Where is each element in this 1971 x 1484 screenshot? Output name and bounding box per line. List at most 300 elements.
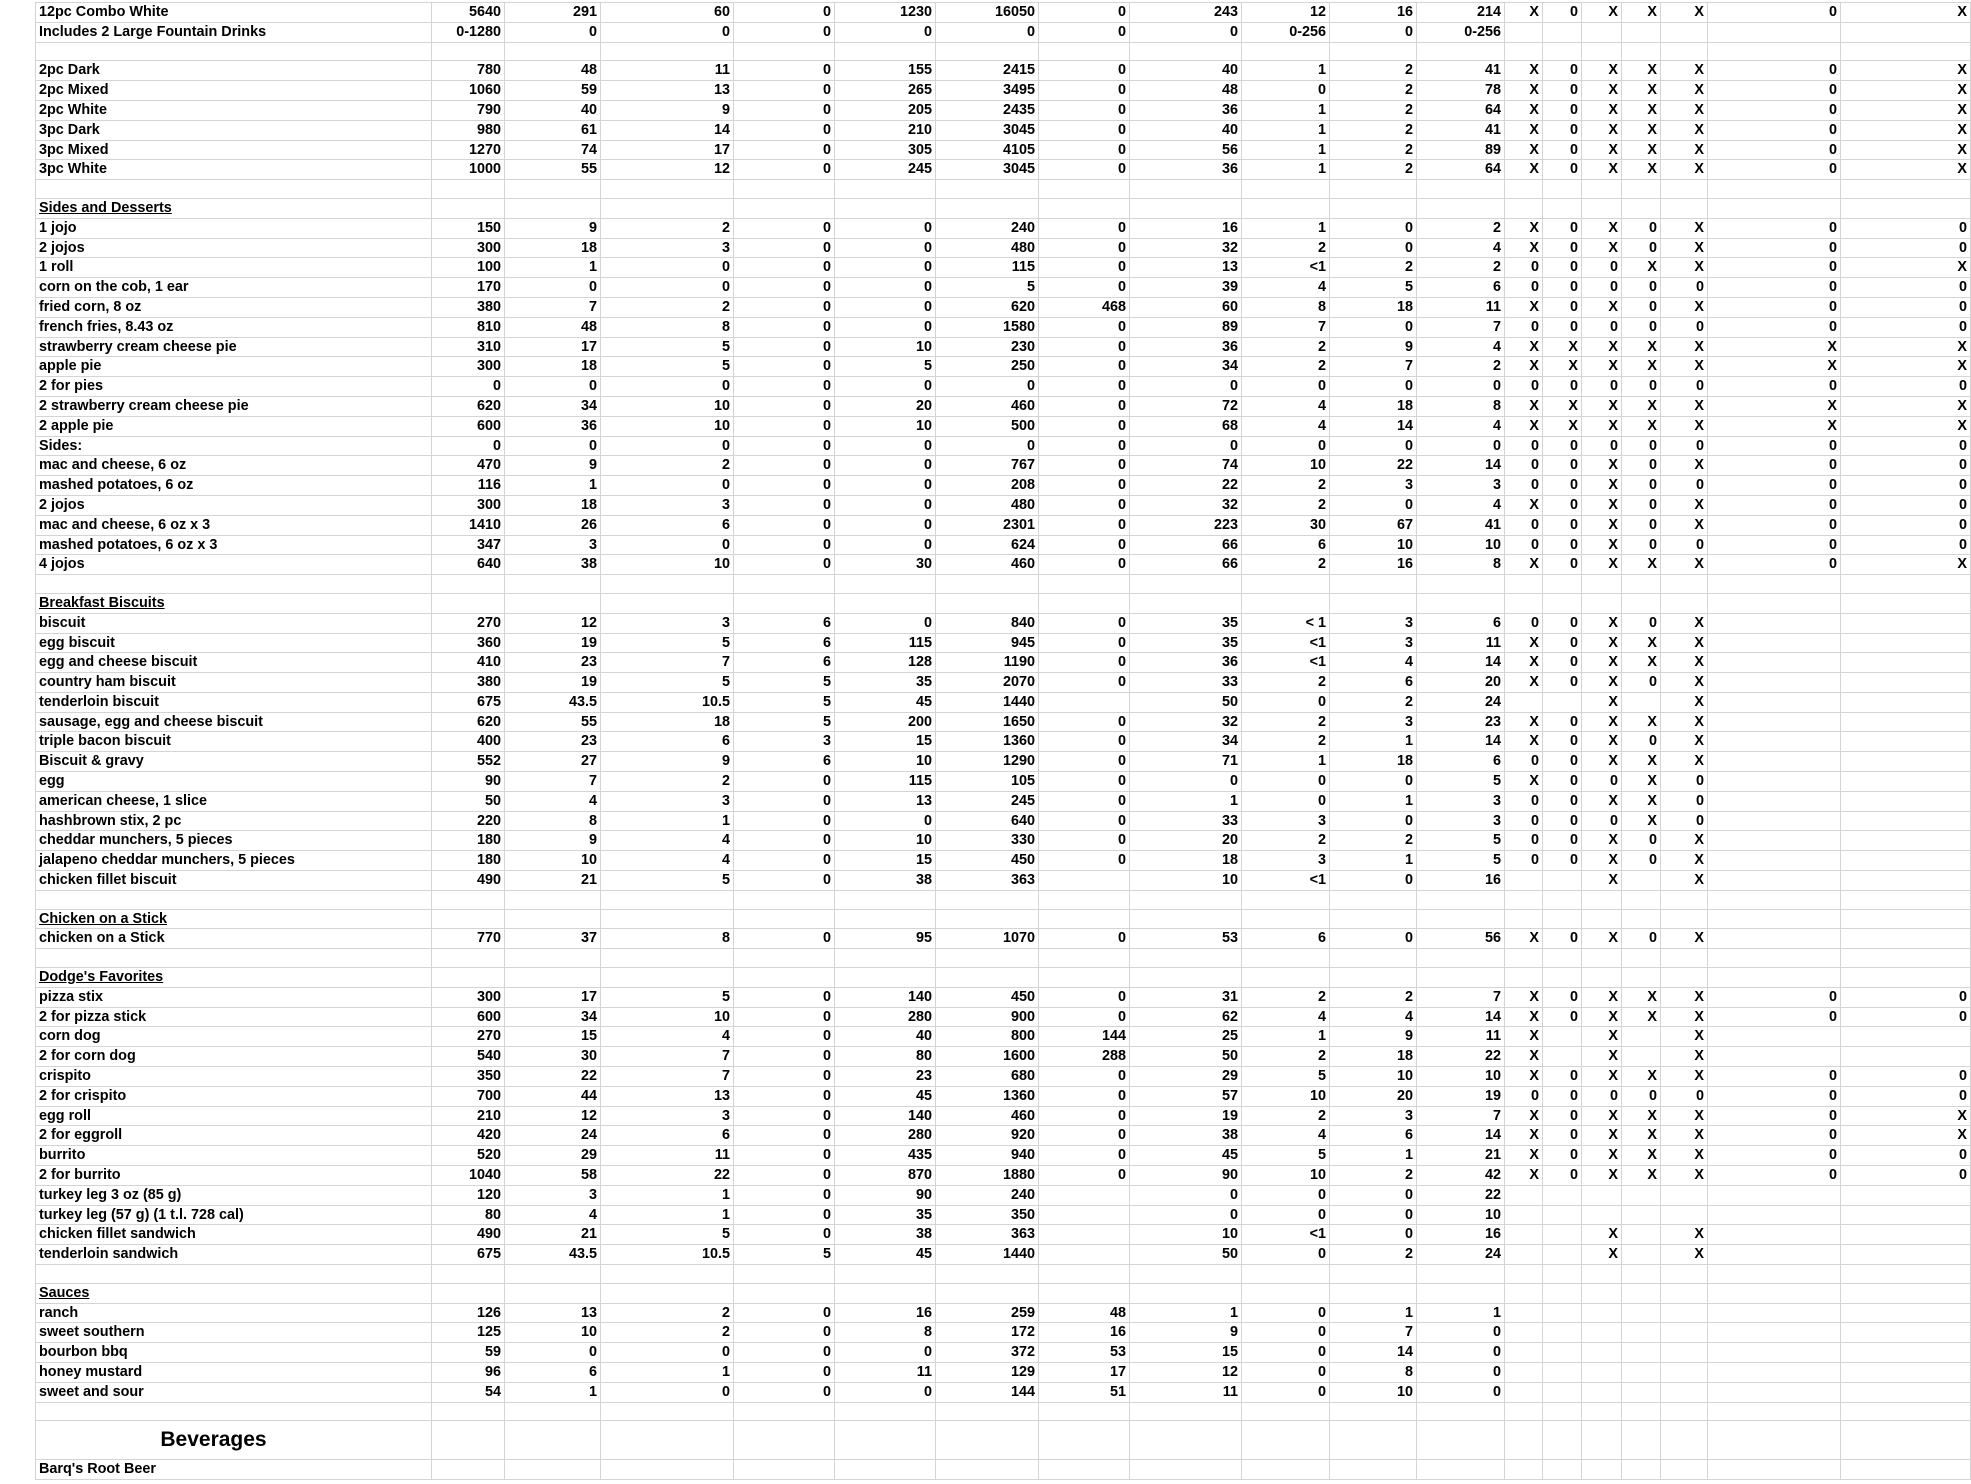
nutrient-value-cell: 0 [734,1027,835,1047]
allergen-flag-cell: 0 [1622,515,1661,535]
nutrient-value-cell: 18 [1330,1047,1417,1067]
allergen-flag-cell [1841,909,1971,929]
allergen-flag-cell [1708,791,1841,811]
nutrient-value-cell [936,1460,1039,1480]
nutrient-value-cell: 43.5 [505,692,601,712]
nutrient-value-cell [1417,198,1505,218]
allergen-flag-cell: 0 [1841,456,1971,476]
allergen-flag-cell [1582,198,1622,218]
nutrient-value-cell: 1 [505,258,601,278]
nutrient-value-cell: 640 [936,811,1039,831]
nutrient-value-cell: 0 [1039,515,1130,535]
nutrient-value-cell: 125 [432,1323,505,1343]
nutrient-value-cell: 1060 [432,81,505,101]
allergen-flag-cell [1841,633,1971,653]
nutrient-value-cell: 3045 [936,120,1039,140]
nutrient-value-cell: 2 [1417,218,1505,238]
allergen-flag-cell: X [1661,218,1708,238]
nutrient-value-cell: 10 [1130,1225,1242,1245]
nutrient-value-cell [1039,890,1130,909]
nutrient-value-cell: 3045 [936,160,1039,180]
allergen-flag-cell: 0 [1622,495,1661,515]
nutrient-value-cell: 600 [432,416,505,436]
allergen-flag-cell [1622,22,1661,42]
allergen-flag-cell: X [1582,476,1622,496]
nutrient-value-cell: 11 [835,1362,936,1382]
item-name-cell: chicken fillet sandwich [36,1225,432,1245]
nutrient-value-cell [1330,180,1417,199]
item-name-cell: mac and cheese, 6 oz [36,456,432,476]
section-header-row [36,1283,1971,1303]
nutrient-value-cell: 59 [505,81,601,101]
nutrient-value-cell: 35 [835,1205,936,1225]
nutrient-value-cell: 1 [1417,1303,1505,1323]
allergen-flag-cell [1708,22,1841,42]
nutrient-value-cell: 940 [936,1146,1039,1166]
nutrient-value-cell [1330,1402,1417,1421]
allergen-flag-cell: 0 [1505,456,1543,476]
nutrient-value-cell: 0 [734,495,835,515]
nutrient-value-cell: 15 [835,732,936,752]
nutrient-value-cell: 920 [936,1126,1039,1146]
nutrient-value-cell: 13 [1130,258,1242,278]
allergen-flag-cell: X [1582,1225,1622,1245]
nutrient-value-cell [601,968,734,988]
nutrient-value-cell: 0 [505,22,601,42]
nutrient-value-cell [936,949,1039,968]
nutrient-value-cell: 900 [936,1007,1039,1027]
item-name-cell: burrito [36,1146,432,1166]
allergen-flag-cell [1505,1225,1543,1245]
allergen-flag-cell: 0 [1505,377,1543,397]
nutrient-value-cell: 27 [505,752,601,772]
nutrient-value-cell [1130,909,1242,929]
allergen-flag-cell: X [1582,791,1622,811]
nutrient-value-cell: 810 [432,317,505,337]
nutrient-value-cell: 8 [1242,297,1330,317]
nutrient-value-cell: 4 [1417,416,1505,436]
nutrient-value-cell: 9 [1130,1323,1242,1343]
nutrient-value-cell: 53 [1039,1343,1130,1363]
nutrient-value-cell: 8 [1330,1362,1417,1382]
allergen-flag-cell: X [1661,613,1708,633]
allergen-flag-cell [1841,712,1971,732]
allergen-flag-cell: X [1505,555,1543,575]
nutrient-value-cell: 140 [835,1106,936,1126]
nutrient-value-cell: 291 [505,3,601,23]
allergen-flag-cell: 0 [1582,811,1622,831]
nutrient-value-cell: 115 [835,772,936,792]
nutrient-value-cell: 0 [734,61,835,81]
allergen-flag-cell [1841,1027,1971,1047]
nutrient-value-cell: 0 [505,436,601,456]
table-row [36,555,1971,575]
nutrient-value-cell: 0 [835,297,936,317]
nutrient-value-cell: 41 [1417,515,1505,535]
nutrient-value-cell [936,575,1039,594]
allergen-flag-cell: X [1543,416,1582,436]
allergen-flag-cell [1841,1323,1971,1343]
nutrient-value-cell: 0 [734,871,835,891]
table-row [36,357,1971,377]
nutrient-value-cell [505,1265,601,1284]
table-row [36,278,1971,298]
allergen-flag-cell: X [1622,1146,1661,1166]
allergen-flag-cell: X [1622,396,1661,416]
table-row [36,238,1971,258]
allergen-flag-cell [1841,1265,1971,1284]
nutrient-value-cell [1130,949,1242,968]
nutrient-value-cell: 0 [1130,436,1242,456]
allergen-flag-cell [1505,968,1543,988]
item-name-cell: sausage, egg and cheese biscuit [36,712,432,732]
table-row [36,871,1971,891]
allergen-flag-cell [1505,1205,1543,1225]
nutrient-value-cell: 0 [601,1343,734,1363]
item-name-cell: pizza stix [36,987,432,1007]
nutrient-value-cell: 400 [432,732,505,752]
nutrient-value-cell: 3 [1417,811,1505,831]
item-name-cell: mashed potatoes, 6 oz x 3 [36,535,432,555]
nutrient-value-cell: 0 [1039,22,1130,42]
table-row [36,1007,1971,1027]
nutrient-value-cell: 1 [1130,791,1242,811]
nutrient-value-cell [1039,909,1130,929]
nutrient-value-cell [1330,968,1417,988]
nutrient-value-cell [835,1460,936,1480]
nutrient-value-cell: 240 [936,218,1039,238]
table-row [36,851,1971,871]
nutrient-value-cell: 13 [601,1086,734,1106]
item-name-cell: egg and cheese biscuit [36,653,432,673]
nutrient-value-cell: 0 [1242,1323,1330,1343]
item-name-cell: 2 jojos [36,238,432,258]
nutrient-value-cell: 2 [1330,987,1417,1007]
allergen-flag-cell [1841,575,1971,594]
allergen-flag-cell: 0 [1708,3,1841,23]
allergen-flag-cell [1841,1303,1971,1323]
allergen-flag-cell [1841,772,1971,792]
nutrient-value-cell: 0 [734,1382,835,1402]
nutrient-value-cell: 3 [1330,1106,1417,1126]
item-name-cell: cheddar munchers, 5 pieces [36,831,432,851]
nutrient-value-cell: 18 [505,495,601,515]
nutrient-value-cell: 1270 [432,140,505,160]
allergen-flag-cell [1708,593,1841,613]
nutrient-value-cell [601,1283,734,1303]
allergen-flag-cell [1708,1225,1841,1245]
item-name-cell: honey mustard [36,1362,432,1382]
nutrient-value-cell: 0 [432,377,505,397]
nutrient-value-cell: 2 [1330,258,1417,278]
nutrient-value-cell [601,1421,734,1460]
nutrient-value-cell: 96 [432,1362,505,1382]
allergen-flag-cell [1841,1402,1971,1421]
section-title [36,890,432,909]
nutrient-value-cell: 0 [835,811,936,831]
allergen-flag-cell [1622,180,1661,199]
nutrient-value-cell: 1 [505,1382,601,1402]
nutrient-value-cell: 450 [936,987,1039,1007]
allergen-flag-cell: X [1582,653,1622,673]
allergen-flag-cell [1841,1343,1971,1363]
nutrient-value-cell: 180 [432,851,505,871]
allergen-flag-cell [1841,811,1971,831]
allergen-flag-cell: 0 [1582,772,1622,792]
allergen-flag-cell: X [1661,297,1708,317]
item-name-cell: chicken on a Stick [36,929,432,949]
nutrient-value-cell: 0 [1130,1205,1242,1225]
nutrient-value-cell: 0 [734,377,835,397]
nutrient-value-cell: 0 [505,377,601,397]
nutrient-value-cell: 0 [1039,851,1130,871]
allergen-flag-cell: 0 [1582,258,1622,278]
allergen-flag-cell [1661,1185,1708,1205]
allergen-flag-cell: 0 [1708,1106,1841,1126]
nutrient-value-cell [1130,593,1242,613]
nutrient-value-cell [1130,890,1242,909]
item-name-cell: egg [36,772,432,792]
nutrient-value-cell: 2 [1330,81,1417,101]
spacer-row [36,949,1971,968]
allergen-flag-cell: 0 [1505,436,1543,456]
allergen-flag-cell: X [1661,692,1708,712]
allergen-flag-cell [1543,575,1582,594]
allergen-flag-cell: 0 [1543,732,1582,752]
nutrient-value-cell: 0 [835,22,936,42]
allergen-flag-cell [1622,1245,1661,1265]
nutrient-value-cell: 770 [432,929,505,949]
nutrient-value-cell: 0 [1330,317,1417,337]
table-row [36,535,1971,555]
allergen-flag-cell: X [1505,396,1543,416]
nutrient-value-cell: 0 [1130,22,1242,42]
nutrient-value-cell [1130,180,1242,199]
nutrient-value-cell: 18 [1330,752,1417,772]
allergen-flag-cell [1582,1343,1622,1363]
nutrient-value-cell: 300 [432,495,505,515]
nutrient-value-cell: 0 [1039,1166,1130,1186]
nutrient-value-cell [936,42,1039,61]
allergen-flag-cell [1543,949,1582,968]
nutrient-value-cell: 0 [1330,929,1417,949]
allergen-flag-cell: X [1505,140,1543,160]
nutrient-value-cell: 1 [1242,140,1330,160]
nutrient-value-cell: 38 [835,1225,936,1245]
nutrient-value-cell: 0 [835,218,936,238]
nutrient-value-cell: 2 [1242,357,1330,377]
nutrient-value-cell: 2435 [936,100,1039,120]
nutrient-value-cell: 450 [936,851,1039,871]
allergen-flag-cell: 0 [1622,929,1661,949]
allergen-flag-cell [1543,22,1582,42]
nutrient-value-cell [1330,1460,1417,1480]
table-row [36,752,1971,772]
nutrient-value-cell: 0 [1330,1205,1417,1225]
nutrient-value-cell: 5 [601,673,734,693]
nutrient-value-cell: 1 [1242,160,1330,180]
nutrient-value-cell [734,949,835,968]
nutrient-value-cell [1242,1421,1330,1460]
nutrient-value-cell: 7 [601,1067,734,1087]
nutrient-value-cell: 40 [835,1027,936,1047]
allergen-flag-cell [1841,890,1971,909]
nutrient-value-cell: 680 [936,1067,1039,1087]
allergen-flag-cell [1708,1265,1841,1284]
allergen-flag-cell: 0 [1661,772,1708,792]
nutrient-value-cell [1039,1245,1130,1265]
nutrient-value-cell [936,180,1039,199]
nutrient-value-cell: <1 [1242,633,1330,653]
nutrient-value-cell: 4 [1417,238,1505,258]
nutrient-value-cell: 50 [1130,1245,1242,1265]
section-title: Sides and Desserts [36,198,432,218]
nutrient-value-cell: 17 [505,337,601,357]
nutrient-value-cell: 155 [835,61,936,81]
nutrient-value-cell: 0 [1039,218,1130,238]
nutrient-value-cell: 11 [1417,297,1505,317]
nutrient-value-cell: 41 [1417,61,1505,81]
nutrient-value-cell: 245 [835,160,936,180]
nutrient-value-cell: 0 [1242,81,1330,101]
nutrient-value-cell: 18 [1130,851,1242,871]
nutrient-value-cell: 0 [734,1343,835,1363]
allergen-flag-cell: 0 [1708,495,1841,515]
table-row [36,1106,1971,1126]
nutrient-value-cell [835,890,936,909]
table-row [36,120,1971,140]
allergen-flag-cell [1582,890,1622,909]
nutrient-value-cell: 0 [1330,811,1417,831]
nutrient-value-cell: 9 [505,831,601,851]
allergen-flag-cell: 0 [1622,851,1661,871]
nutrient-value-cell: 74 [505,140,601,160]
allergen-flag-cell [1622,890,1661,909]
allergen-flag-cell [1661,1402,1708,1421]
nutrient-value-cell: 29 [505,1146,601,1166]
allergen-flag-cell: X [1622,555,1661,575]
nutrient-value-cell: 0 [1039,1086,1130,1106]
item-name-cell: chicken fillet biscuit [36,871,432,891]
section-title: Dodge's Favorites [36,968,432,988]
nutrient-value-cell [1242,593,1330,613]
table-row [36,692,1971,712]
nutrient-value-cell: 32 [1130,495,1242,515]
allergen-flag-cell: 0 [1661,791,1708,811]
nutrient-value-cell: 64 [1417,160,1505,180]
nutrient-value-cell: 380 [432,297,505,317]
nutrient-value-cell: 33 [1130,673,1242,693]
allergen-flag-cell: X [1661,1047,1708,1067]
allergen-flag-cell: X [1505,416,1543,436]
item-name-cell: 12pc Combo White [36,3,432,23]
nutrient-value-cell: 16 [1039,1323,1130,1343]
nutrient-value-cell [601,890,734,909]
nutrient-value-cell: 3 [1330,633,1417,653]
nutrient-value-cell [432,1265,505,1284]
nutrient-value-cell: 230 [936,337,1039,357]
nutrient-value-cell: 0 [1039,535,1130,555]
nutrient-value-cell [505,198,601,218]
item-name-cell: bourbon bbq [36,1343,432,1363]
nutrient-value-cell: 21 [1417,1146,1505,1166]
nutrient-value-cell: 243 [1130,3,1242,23]
allergen-flag-cell: 0 [1622,732,1661,752]
nutrient-value-cell [432,1283,505,1303]
nutrient-value-cell [1417,1402,1505,1421]
allergen-flag-cell: X [1661,1067,1708,1087]
allergen-flag-cell [1841,1205,1971,1225]
nutrient-value-cell: 2 [1330,140,1417,160]
allergen-flag-cell [1505,909,1543,929]
nutrient-value-cell: 0 [1039,120,1130,140]
allergen-flag-cell: 0 [1841,1146,1971,1166]
allergen-flag-cell: X [1661,851,1708,871]
nutrient-value-cell: 14 [1330,416,1417,436]
allergen-flag-cell: 0 [1543,1086,1582,1106]
allergen-flag-cell: 0 [1543,297,1582,317]
nutrient-value-cell: 6 [1330,1126,1417,1146]
nutrient-value-cell [505,909,601,929]
nutrient-value-cell: 360 [432,633,505,653]
nutrient-value-cell: 9 [1330,337,1417,357]
item-name-cell: hashbrown stix, 2 pc [36,811,432,831]
nutrient-value-cell: 6 [1417,752,1505,772]
nutrient-value-cell: 1 [1130,1303,1242,1323]
nutrient-value-cell: 3 [601,613,734,633]
nutrient-value-cell: 540 [432,1047,505,1067]
nutrient-value-cell: 34 [1130,732,1242,752]
allergen-flag-cell [1708,1421,1841,1460]
nutrient-value-cell: 62 [1130,1007,1242,1027]
allergen-flag-cell: X [1582,81,1622,101]
nutrient-value-cell: 7 [601,1047,734,1067]
allergen-flag-cell [1841,673,1971,693]
nutrient-value-cell [1039,692,1130,712]
nutrient-value-cell: 280 [835,1007,936,1027]
nutrient-value-cell [936,593,1039,613]
nutrient-value-cell: 5 [601,871,734,891]
nutrient-value-cell: 42 [1417,1166,1505,1186]
item-name-cell: Sides: [36,436,432,456]
allergen-flag-cell: X [1841,81,1971,101]
allergen-flag-cell: X [1661,100,1708,120]
item-name-cell: country ham biscuit [36,673,432,693]
table-row [36,61,1971,81]
nutrient-value-cell: 11 [601,61,734,81]
nutrient-value-cell: 310 [432,337,505,357]
nutrient-value-cell: 1 [1242,61,1330,81]
nutrient-value-cell [432,593,505,613]
nutrient-value-cell: 5 [835,357,936,377]
allergen-flag-cell [1543,1421,1582,1460]
nutrient-value-cell: 14 [1417,653,1505,673]
nutrient-value-cell: 180 [432,831,505,851]
allergen-flag-cell: 0 [1622,377,1661,397]
allergen-flag-cell: 0 [1543,258,1582,278]
allergen-flag-cell [1708,871,1841,891]
allergen-flag-cell: X [1582,1027,1622,1047]
nutrient-value-cell: 520 [432,1146,505,1166]
allergen-flag-cell: 0 [1708,297,1841,317]
allergen-flag-cell [1661,593,1708,613]
nutrient-value-cell [1417,890,1505,909]
allergen-flag-cell [1708,732,1841,752]
nutrient-value-cell: 0 [1039,673,1130,693]
nutrient-value-cell: 34 [505,1007,601,1027]
nutrient-value-cell: < 1 [1242,613,1330,633]
allergen-flag-cell: X [1661,712,1708,732]
